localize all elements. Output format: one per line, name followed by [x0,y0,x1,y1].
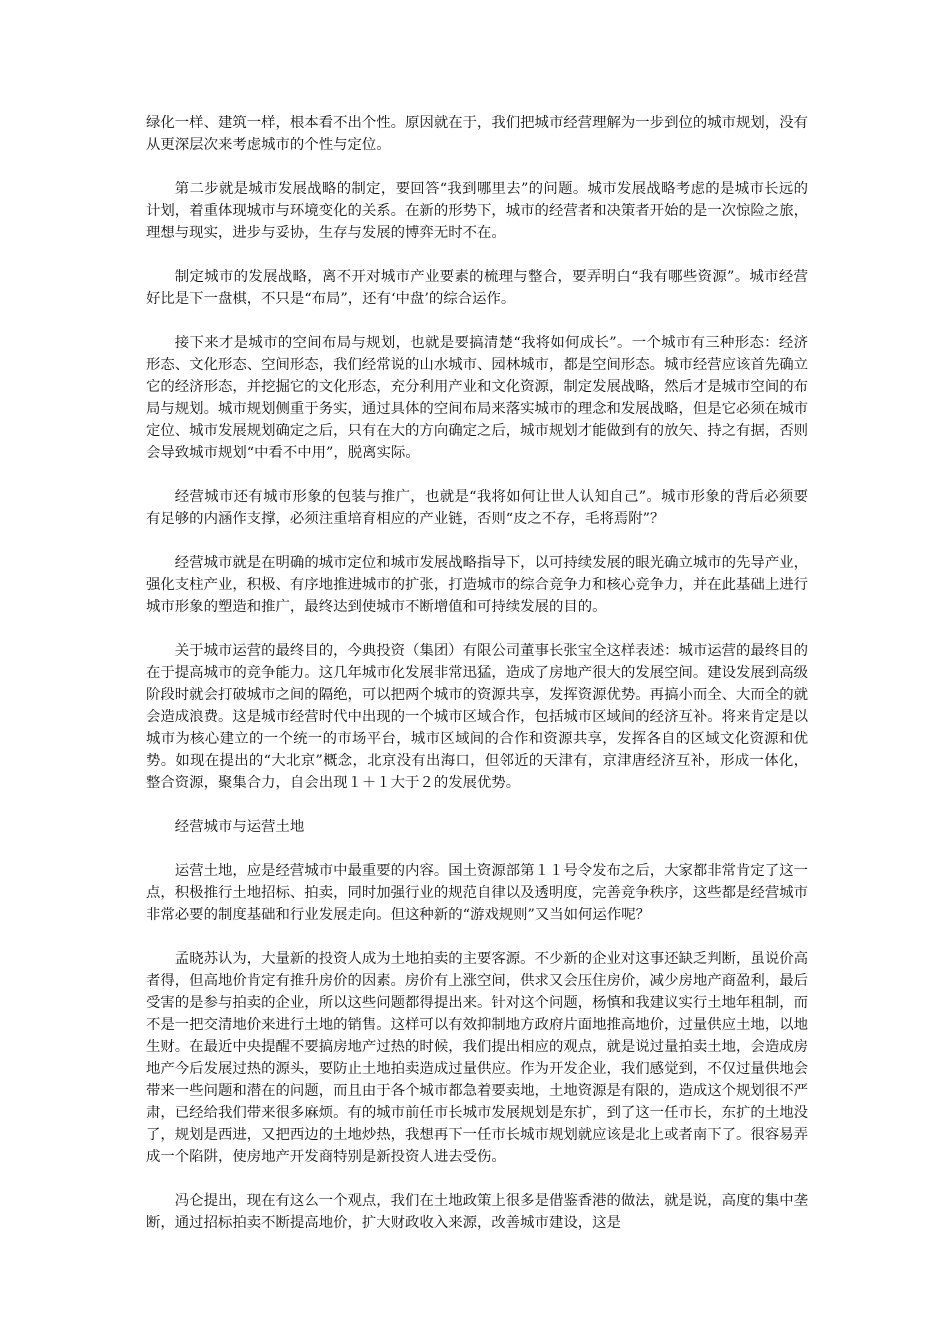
paragraph-city-image: 经营城市还有城市形象的包装与推广，也就是“我将如何让世人认知自己”。城市形象的背后必须要有足够的内涵作支撑，必须注重培育相应的产业链，否则“皮之不存，毛将焉附”？ [146,489,808,527]
paragraph-industry-resources: 制定城市的发展战略，离不开对城市产业要素的梳理与整合，要弄明白“我有哪些资源”。城市经营好比是下一盘棋，不只是“布局”，还有‘中盘’的综合运作。 [146,269,808,307]
paragraph-feng-lun: 冯仑提出，现在有这么一个观点，我们在土地政策上很多是借鉴香港的做法，就是说，高度的集中垄断，通过招标拍卖不断提高地价，扩大财政收入来源，改善城市建设，这是 [146,1193,808,1231]
section-heading: 经营城市与运营土地 [174,819,305,835]
paragraph-meng-xiaosu: 孟晓苏认为，大量新的投资人成为土地拍卖的主要客源。不少新的企业对这事还缺乏判断，虽说价高者得，但高地价肯定有推升房价的因素。房价有上涨空间，供求又会压住房价，减少房地产商盈利，最后受害的是参与拍卖的企业，所以这些问题都得提出来。针对这个问题，杨慎和我建议实行土地年租制，而不是一把交清地价来进行土地的销售。这样可以有效抑制地方政府片面地推高地价，过量供应土地，以地生财。在最近中央提醒不要搞房地产过热的时候，我们提出相应的观点，就是说过量拍卖土地，会造成房地产今后发展过热的源头，要防止土地拍卖造成过量供应。作为开发企业，我们感觉到，不仅过量供地会带来一些问题和潜在的问题，而且由于各个城市都急着要卖地，土地资源是有限的，造成这个规划很不严肃，已经给我们带来很多麻烦。有的城市前任市长城市发展规划是东扩，到了这一任市长，东扩的土地没了，规划是西进，又把西边的土地炒热，我想再下一任市长城市规划就应该是北上或者南下了。很容易弄成一个陷阱，使房地产开发商特别是新投资人进去受伤。 [146,951,808,1165]
paragraph-continued: 绿化一样、建筑一样，根本看不出个性。原因就在于，我们把城市经营理解为一步到位的城市规划，没有从更深层次来考虑城市的个性与定位。 [146,115,808,153]
paragraph-land-operation: 运营土地，应是经营城市中最重要的内容。国土资源部第１１号令发布之后，大家都非常肯定了这一点，积极推行土地招标、拍卖，同时加强行业的规范自律以及透明度，完善竞争秩序，这些都是经营城市非常必要的制度基础和行业发展走向。但这种新的“游戏规则”又当如何运作呢？ [146,863,808,923]
paragraph-development-strategy: 第二步就是城市发展战略的制定，要回答“我到哪里去”的问题。城市发展战略考虑的是城市长远的计划，着重体现城市与环境变化的关系。在新的形势下，城市的经营者和决策者开始的是一次惊险之旅，理想与现实，进步与妥协，生存与发展的博弈无时不在。 [146,181,808,241]
paragraph-spatial-layout: 接下来才是城市的空间布局与规划，也就是要搞清楚“我将如何成长”。一个城市有三种形态：经济形态、文化形态、空间形态，我们经常说的山水城市、园林城市，都是空间形态。城市经营应该首先确立它的经济形态，并挖掘它的文化形态，充分利用产业和文化资源，制定发展战略，然后才是城市空间的布局与规划。城市规划侧重于务实，通过具体的空间布局来落实城市的理念和发展战略，但是它必须在城市定位、城市发展规划确定之后，只有在大的方向确定之后，城市规划才能做到有的放矢、持之有据，否则会导致城市规划“中看不中用”，脱离实际。 [146,335,808,461]
document-body [146,112,808,1256]
paragraph-city-operation-definition: 经营城市就是在明确的城市定位和城市发展战略指导下，以可持续发展的眼光确立城市的先导产业，强化支柱产业，积极、有序地推进城市的扩张，打造城市的综合竞争力和核心竞争力，并在此基础上进行城市形象的塑造和推广，最终达到使城市不断增值和可持续发展的目的。 [146,555,808,615]
paragraph-operation-goal: 关于城市运营的最终目的，今典投资（集团）有限公司董事长张宝全这样表述：城市运营的最终目的在于提高城市的竞争能力。这几年城市化发展非常迅猛，造成了房地产很大的发展空间。建设发展到高级阶段时就会打破城市之间的隔绝，可以把两个城市的资源共享，发挥资源优势。再搞小而全、大而全的就会造成浪费。这是城市经营时代中出现的一个城市区域合作，包括城市区域间的经济互补。将来肯定是以城市为核心建立的一个统一的市场平台，城市区域间的合作和资源共享，发挥各自的区域文化资源和优势。如现在提出的“大北京”概念，北京没有出海口，但邻近的天津有，京津唐经济互补，形成一体化，整合资源，聚集合力，自会出现１＋１大于２的发展优势。 [146,643,808,791]
